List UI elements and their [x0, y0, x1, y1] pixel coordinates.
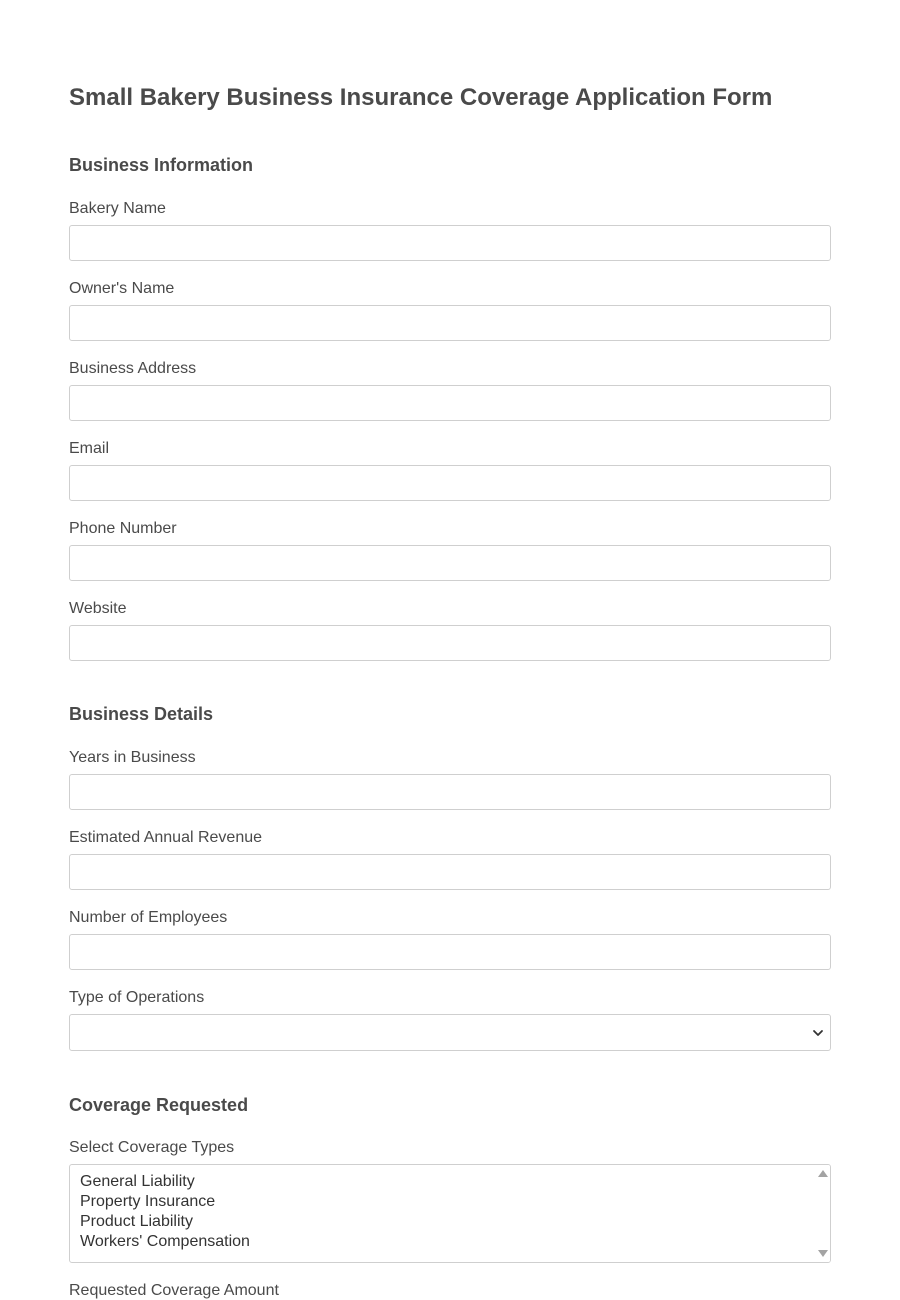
- website-input[interactable]: [69, 625, 831, 661]
- email-label: Email: [69, 440, 110, 457]
- coverage-option-property-insurance[interactable]: Property Insurance: [80, 1193, 216, 1210]
- coverage-option-product-liability[interactable]: Product Liability: [80, 1213, 193, 1230]
- scroll-up-arrow-icon[interactable]: [818, 1170, 828, 1177]
- years-in-business-input[interactable]: [69, 774, 831, 810]
- coverage-types-listbox[interactable]: [69, 1164, 831, 1263]
- business-address-input[interactable]: [69, 385, 831, 421]
- owner-name-input[interactable]: [69, 305, 831, 341]
- website-label: Website: [69, 600, 127, 617]
- bakery-name-label: Bakery Name: [69, 200, 166, 217]
- number-of-employees-label: Number of Employees: [69, 909, 228, 926]
- email-input[interactable]: [69, 465, 831, 501]
- number-of-employees-input[interactable]: [69, 934, 831, 970]
- business-address-label: Business Address: [69, 360, 197, 377]
- type-of-operations-select[interactable]: [69, 1014, 831, 1051]
- coverage-option-workers-compensation[interactable]: Workers' Compensation: [80, 1233, 250, 1250]
- listbox-scrollbar[interactable]: [814, 1165, 830, 1262]
- section-heading-business-details: Business Details: [69, 704, 214, 724]
- annual-revenue-input[interactable]: [69, 854, 831, 890]
- years-in-business-label: Years in Business: [69, 749, 196, 766]
- annual-revenue-label: Estimated Annual Revenue: [69, 829, 263, 846]
- coverage-types-label: Select Coverage Types: [69, 1139, 235, 1156]
- phone-number-input[interactable]: [69, 545, 831, 581]
- page-title: Small Bakery Business Insurance Coverage Application Form: [69, 84, 773, 111]
- bakery-name-input[interactable]: [69, 225, 831, 261]
- phone-number-label: Phone Number: [69, 520, 177, 537]
- type-of-operations-label: Type of Operations: [69, 989, 205, 1006]
- coverage-amount-label: Requested Coverage Amount: [69, 1282, 279, 1299]
- owner-name-label: Owner's Name: [69, 280, 175, 297]
- section-heading-coverage-requested: Coverage Requested: [69, 1095, 249, 1115]
- scroll-down-arrow-icon[interactable]: [818, 1250, 828, 1257]
- section-heading-business-information: Business Information: [69, 155, 254, 175]
- chevron-down-icon: [812, 1027, 824, 1039]
- coverage-option-general-liability[interactable]: General Liability: [80, 1173, 195, 1190]
